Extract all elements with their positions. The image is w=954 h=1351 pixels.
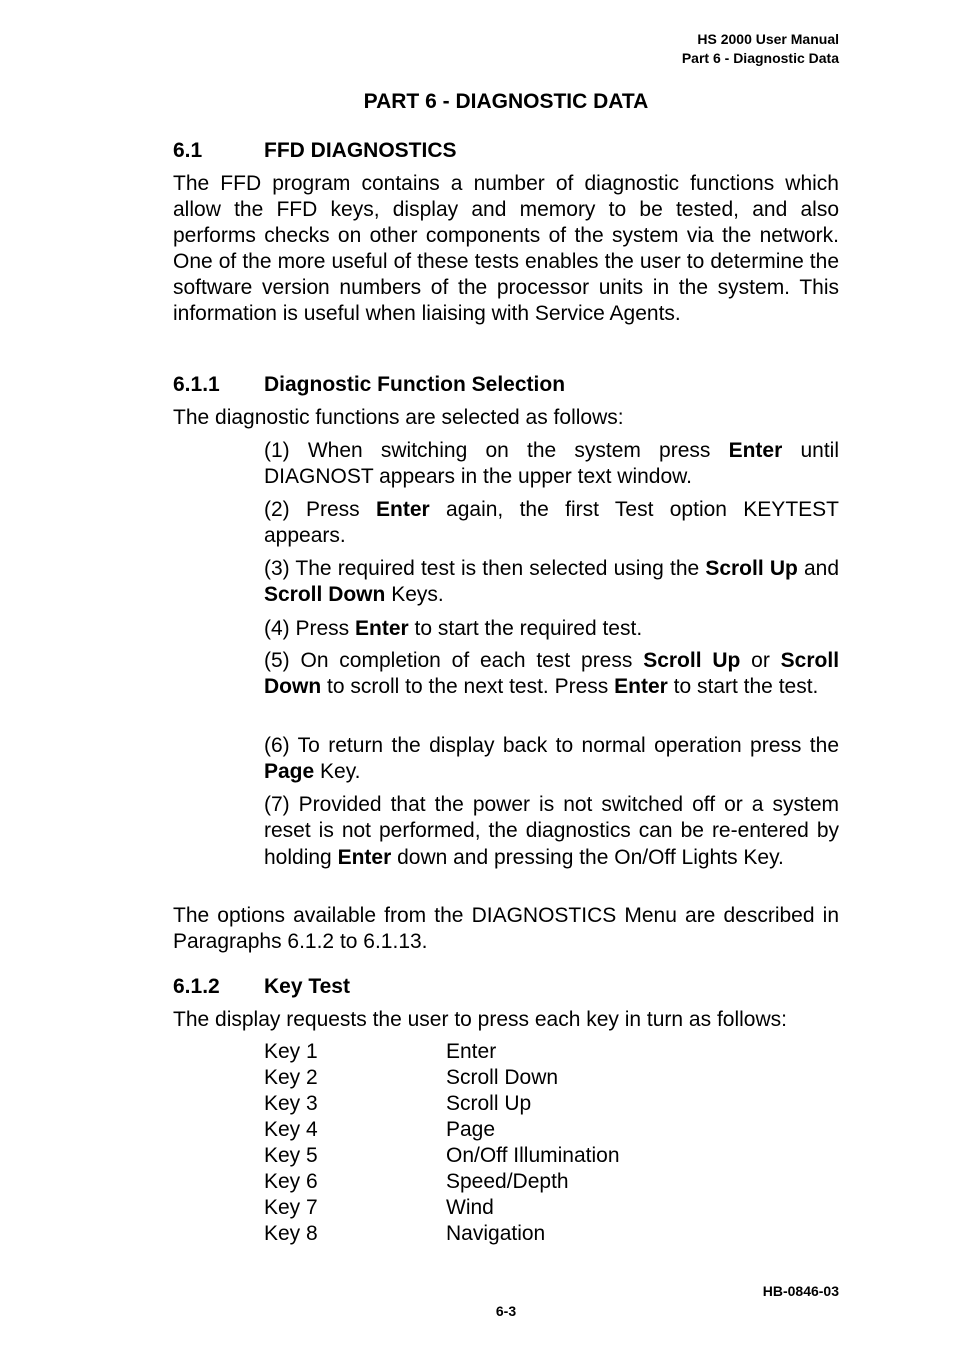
key-row [264,1091,620,1117]
key-label: Key 7 [264,1196,318,1219]
key-row [264,1065,620,1091]
document-code: HB-0846-03 [762,1283,839,1299]
section-heading-6-1 [173,139,457,163]
section-number: 6.1.1 [173,373,220,396]
key-row [264,1169,620,1195]
key-function: On/Off Illumination [446,1144,620,1167]
step-3: (3) The required test is then selected using the Scroll Up and Scroll Down Keys. [264,557,840,607]
key-label: Key 5 [264,1144,318,1167]
step-6: (6) To return the display back to normal operation press the Page Key. [264,734,839,784]
step-1: (1) When switching on the system press Enter until DIAGNOST appears in the upper text window. [264,439,839,489]
step-7: (7) Provided that the power is not switched off or a system reset is not performed, the diagnostics can be re-entered by holding Enter down and pressing the On/Off Lights Key. [264,793,839,869]
paragraph-key-test-intro: The display requests the user to press each key in turn as follows: [173,1008,787,1031]
key-row [264,1221,620,1247]
header-manual-title: HS 2000 User Manual [697,31,839,47]
key-label: Key 3 [264,1092,318,1115]
key-row [264,1143,620,1169]
key-function: Navigation [446,1222,546,1245]
paragraph-options-available: The options available from the DIAGNOSTICS Menu are described in Paragraphs 6.1.2 to 6.1.13. [173,904,839,953]
step-2: (2) Press Enter again, the first Test option KEYTEST appears. [264,498,839,548]
section-heading-6-1-1 [173,373,565,397]
section-number: 6.1.2 [173,975,220,998]
key-label: Key 1 [264,1040,318,1063]
key-row [264,1039,620,1065]
section-number: 6.1 [173,139,203,162]
key-row [264,1195,620,1221]
key-label: Key 8 [264,1222,318,1245]
key-row [264,1117,620,1143]
key-function: Speed/Depth [446,1170,569,1193]
key-label: Key 4 [264,1118,318,1141]
step-4: (4) Press Enter to start the required test. [264,617,643,640]
key-list [264,1039,620,1247]
header-part-title: Part 6 - Diagnostic Data [681,50,839,66]
key-label: Key 6 [264,1170,318,1193]
page-title: PART 6 - DIAGNOSTIC DATA [363,90,649,113]
key-function: Scroll Down [446,1066,559,1089]
paragraph-selection-intro: The diagnostic functions are selected as follows: [173,406,624,429]
key-label: Key 2 [264,1066,318,1089]
section-heading-6-1-2 [173,975,350,999]
section-title: FFD DIAGNOSTICS [264,139,457,162]
section-title: Diagnostic Function Selection [264,373,566,396]
section-title: Key Test [264,975,350,998]
key-function: Wind [446,1196,494,1219]
key-function: Scroll Up [446,1092,532,1115]
step-5: (5) On completion of each test press Scroll Up or Scroll Down to scroll to the next test. Press Enter to start the test. [264,649,840,699]
page-number: 6-3 [495,1303,517,1319]
key-function: Page [446,1118,496,1141]
key-function: Enter [446,1040,497,1063]
paragraph-ffd-diagnostics: The FFD program contains a number of diagnostic functions which allow the FFD keys, display and memory to be tested, and also performs checks on other components of the system via the network. One of the more useful of these tests enables the user to determine the software version numbers of the processor units in the system. This information is useful when liaising with Service Agents. [173,172,839,325]
